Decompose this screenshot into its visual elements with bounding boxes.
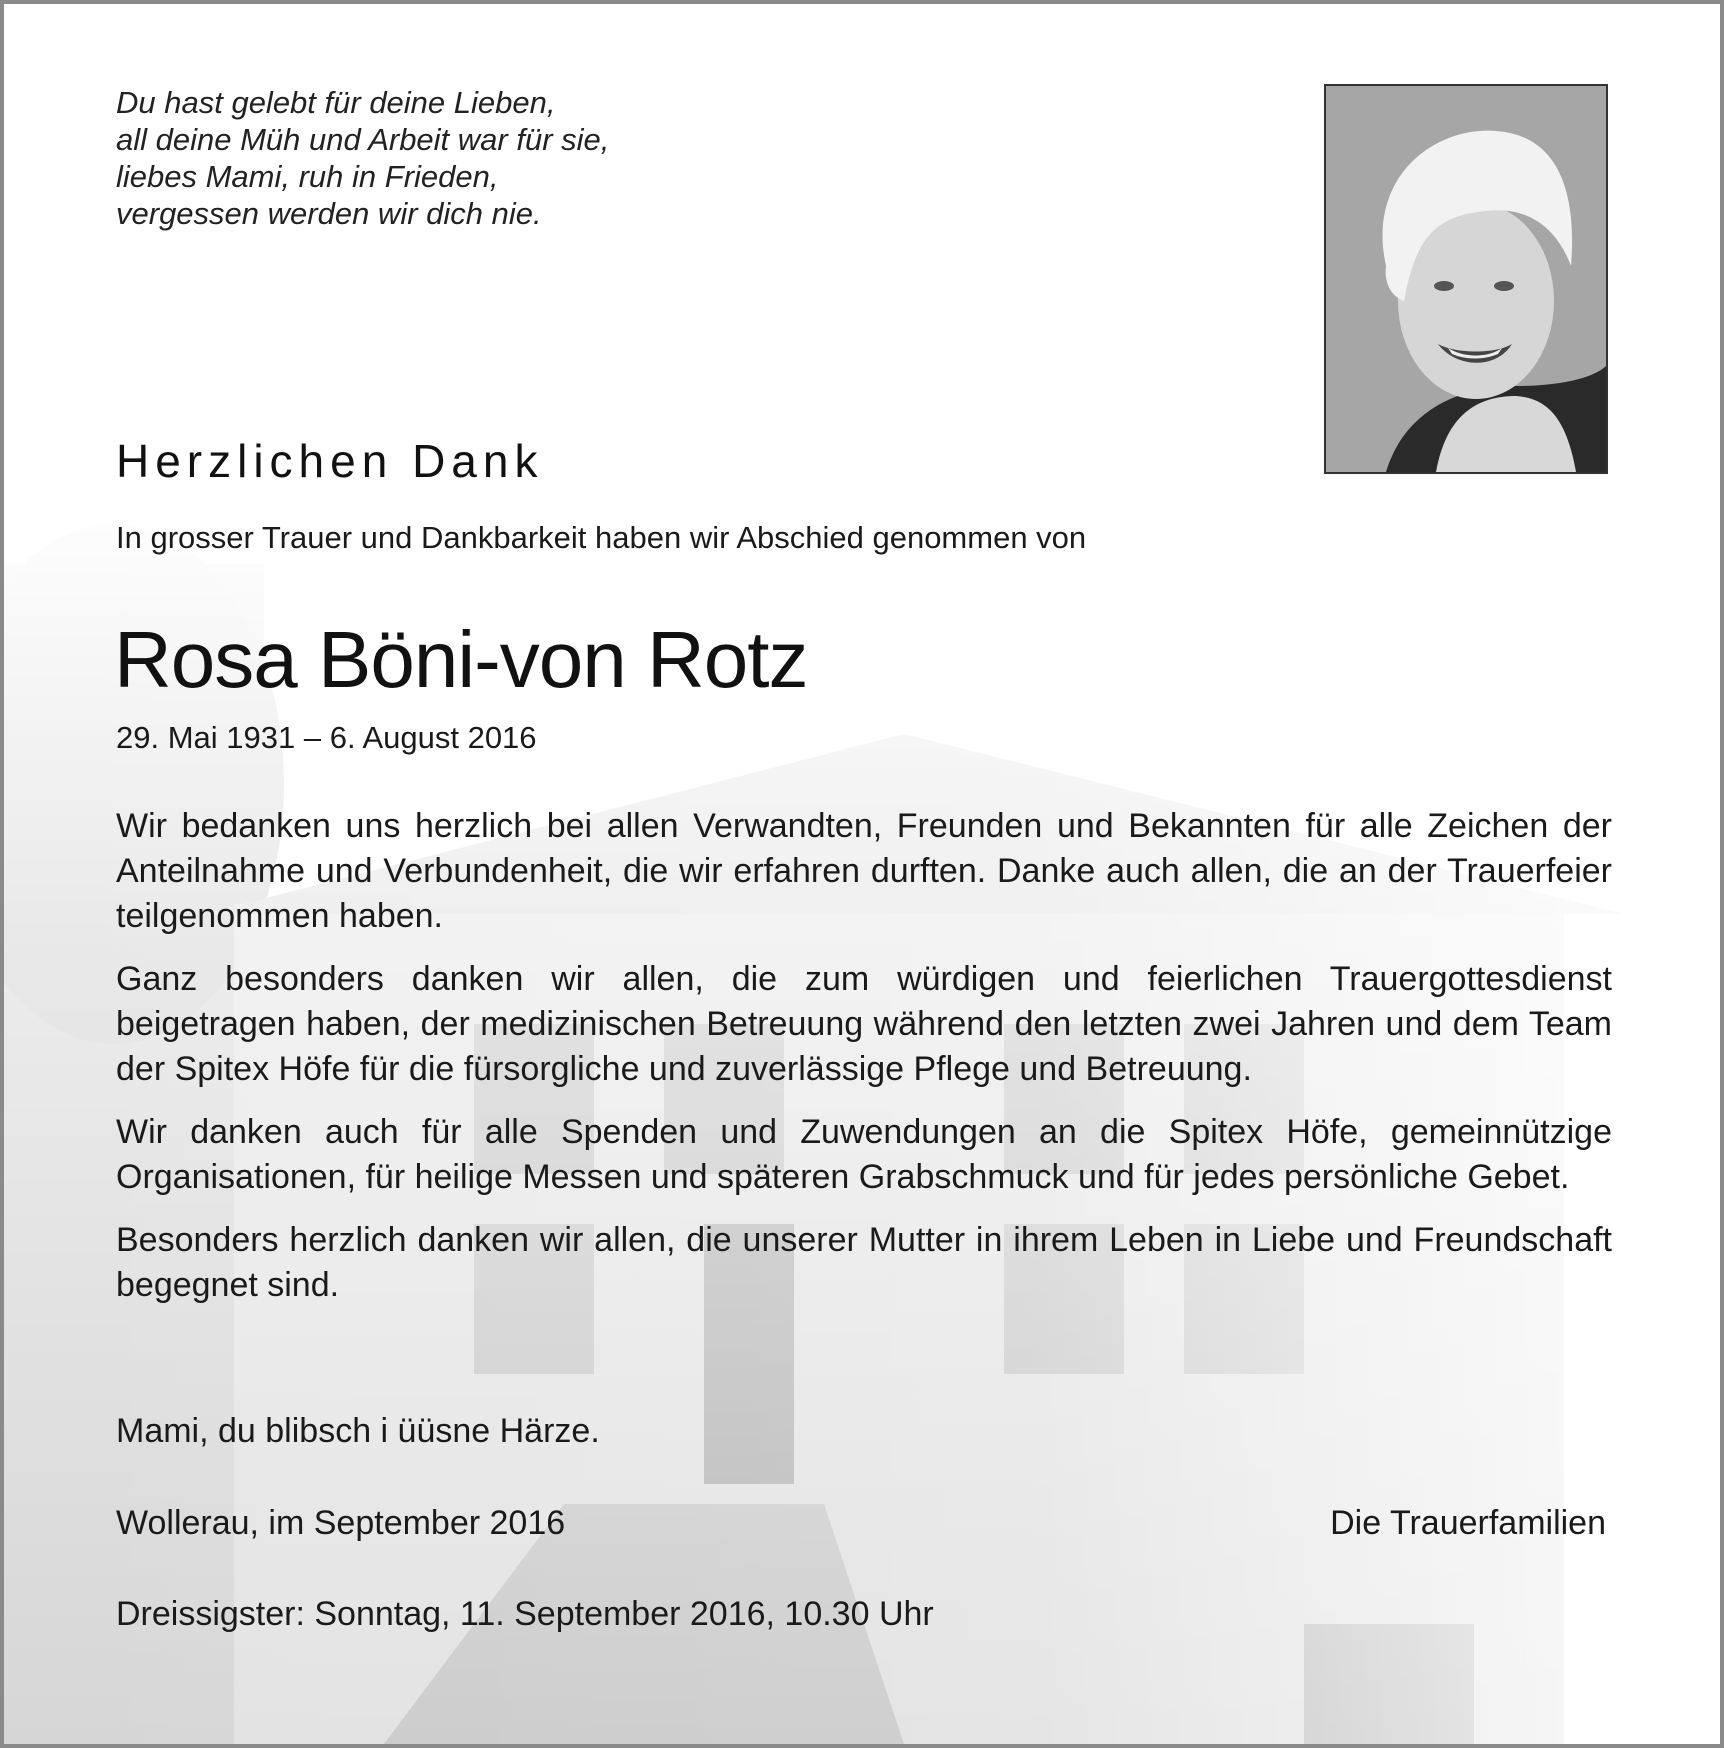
paragraph: Besonders herzlich danken wir allen, die unserer Mutter in ihrem Leben in Liebe und Freundschaft begegnet sind. <box>116 1221 1612 1304</box>
heading: Herzlichen Dank <box>116 435 544 487</box>
paragraph: Ganz besonders danken wir allen, die zum würdigen und feierlichen Trauergottesdienst beigetragen haben, der medizinischen Betreuung während den letzten zwei Jahren und dem Team der Spitex Höfe für die fürsorgliche und zuverlässige Pflege und Betreuung. <box>116 960 1612 1088</box>
poem-line: all deine Müh und Arbeit war für sie, <box>116 122 610 157</box>
signature: Die Trauerfamilien <box>1330 1504 1606 1542</box>
place-date: Wollerau, im September 2016 <box>116 1504 566 1542</box>
thanks-text <box>116 804 1612 1326</box>
intro-text: In grosser Trauer und Dankbarkeit haben wir Abschied genommen von <box>116 520 1087 555</box>
deceased-name: Rosa Böni-von Rotz <box>114 615 808 704</box>
portrait-photo <box>1324 84 1608 474</box>
poem-line: liebes Mami, ruh in Frieden, <box>116 159 499 194</box>
poem <box>116 84 609 232</box>
closing-line: Mami, du blibsch i üüsne Härze. <box>116 1412 600 1450</box>
life-dates: 29. Mai 1931 – 6. August 2016 <box>116 720 537 755</box>
paragraph: Wir danken auch für alle Spenden und Zuwendungen an die Spitex Höfe, gemeinnützige Organisationen, für heilige Messen und späteren Grabschmuck und für jedes persönliche Gebet. <box>116 1113 1612 1196</box>
poem-line: Du hast gelebt für deine Lieben, <box>116 85 556 120</box>
paragraph: Wir bedanken uns herzlich bei allen Verwandten, Freunden und Bekannten für alle Zeichen der Anteilnahme und Verbundenheit, die wir erfahren durften. Danke auch allen, die an der Trauerfeier teilgenommen haben. <box>116 807 1612 935</box>
memorial-service: Dreissigster: Sonntag, 11. September 2016, 10.30 Uhr <box>116 1595 934 1633</box>
poem-line: vergessen werden wir dich nie. <box>116 196 542 231</box>
